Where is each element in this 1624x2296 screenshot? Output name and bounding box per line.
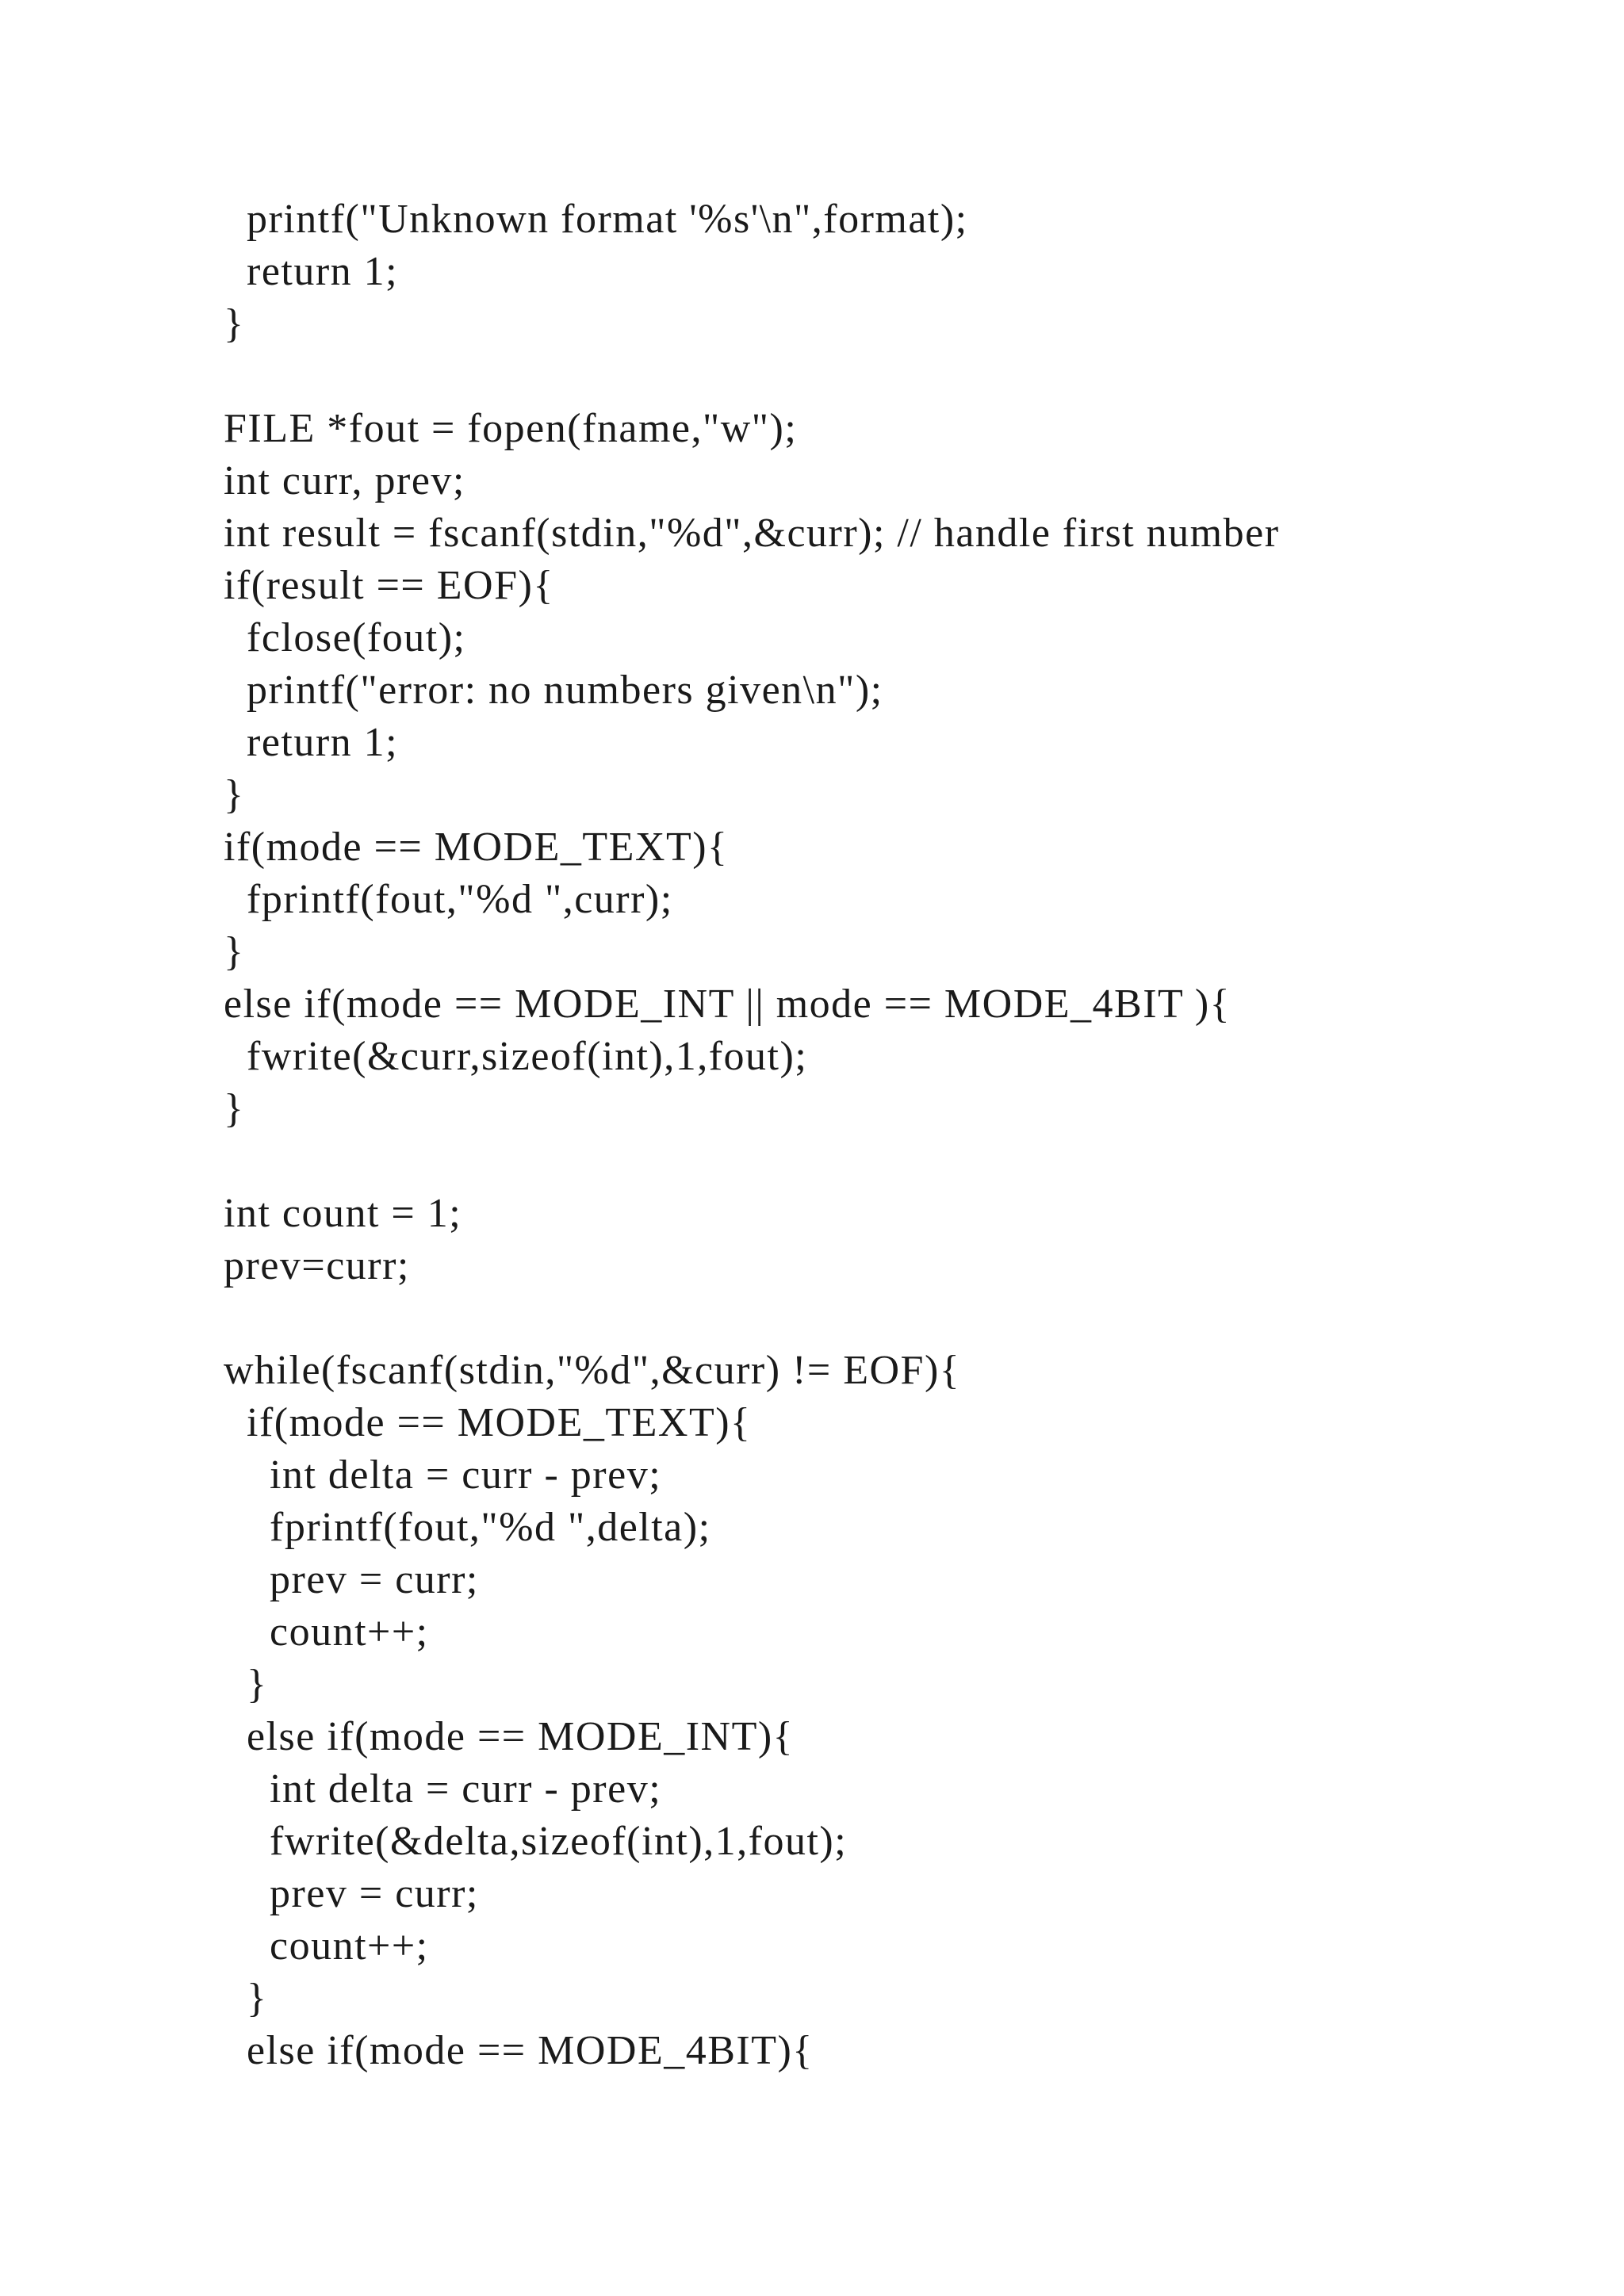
code-line: return 1; [224,249,399,294]
code-line: count++; [224,1923,429,1969]
code-line: printf("Unknown format '%s'\n",format); [224,197,968,242]
code-line: if(mode == MODE_TEXT){ [224,1400,752,1445]
code-line: } [224,929,245,974]
code-line: } [224,1086,245,1131]
code-line: int delta = curr - prev; [224,1766,662,1812]
code-line: return 1; [224,720,399,765]
code-line: while(fscanf(stdin,"%d",&curr) != EOF){ [224,1348,961,1393]
code-line: if(result == EOF){ [224,563,554,608]
code-line: count++; [224,1609,429,1655]
code-line: fprintf(fout,"%d ",delta); [224,1505,711,1550]
code-line: prev = curr; [224,1871,479,1916]
code-line: fclose(fout); [224,615,466,660]
code-line [224,350,1280,403]
code-line: } [224,772,245,817]
code-line: int delta = curr - prev; [224,1452,662,1498]
code-line: } [224,1976,268,2021]
code-line [224,1292,1280,1345]
code-line: int result = fscanf(stdin,"%d",&curr); // handle first number [224,511,1280,556]
code-line: FILE *fout = fopen(fname,"w"); [224,406,798,451]
code-line: else if(mode == MODE_INT){ [224,1714,795,1759]
code-line: fwrite(&curr,sizeof(int),1,fout); [224,1034,808,1079]
code-line: fprintf(fout,"%d ",curr); [224,877,673,922]
code-line: printf("error: no numbers given\n"); [224,668,883,713]
code-line: if(mode == MODE_TEXT){ [224,825,729,870]
code-line: prev=curr; [224,1243,410,1288]
code-line: } [224,301,245,346]
code-line: else if(mode == MODE_4BIT){ [224,2028,814,2073]
code-line: int count = 1; [224,1191,462,1236]
code-line [224,1135,1280,1188]
code-line: else if(mode == MODE_INT || mode == MODE_4BIT ){ [224,982,1231,1027]
code-listing [224,193,1280,2077]
code-line: } [224,1662,268,1707]
code-line: prev = curr; [224,1557,479,1602]
code-line: fwrite(&delta,sizeof(int),1,fout); [224,1819,848,1864]
code-line: int curr, prev; [224,458,465,503]
